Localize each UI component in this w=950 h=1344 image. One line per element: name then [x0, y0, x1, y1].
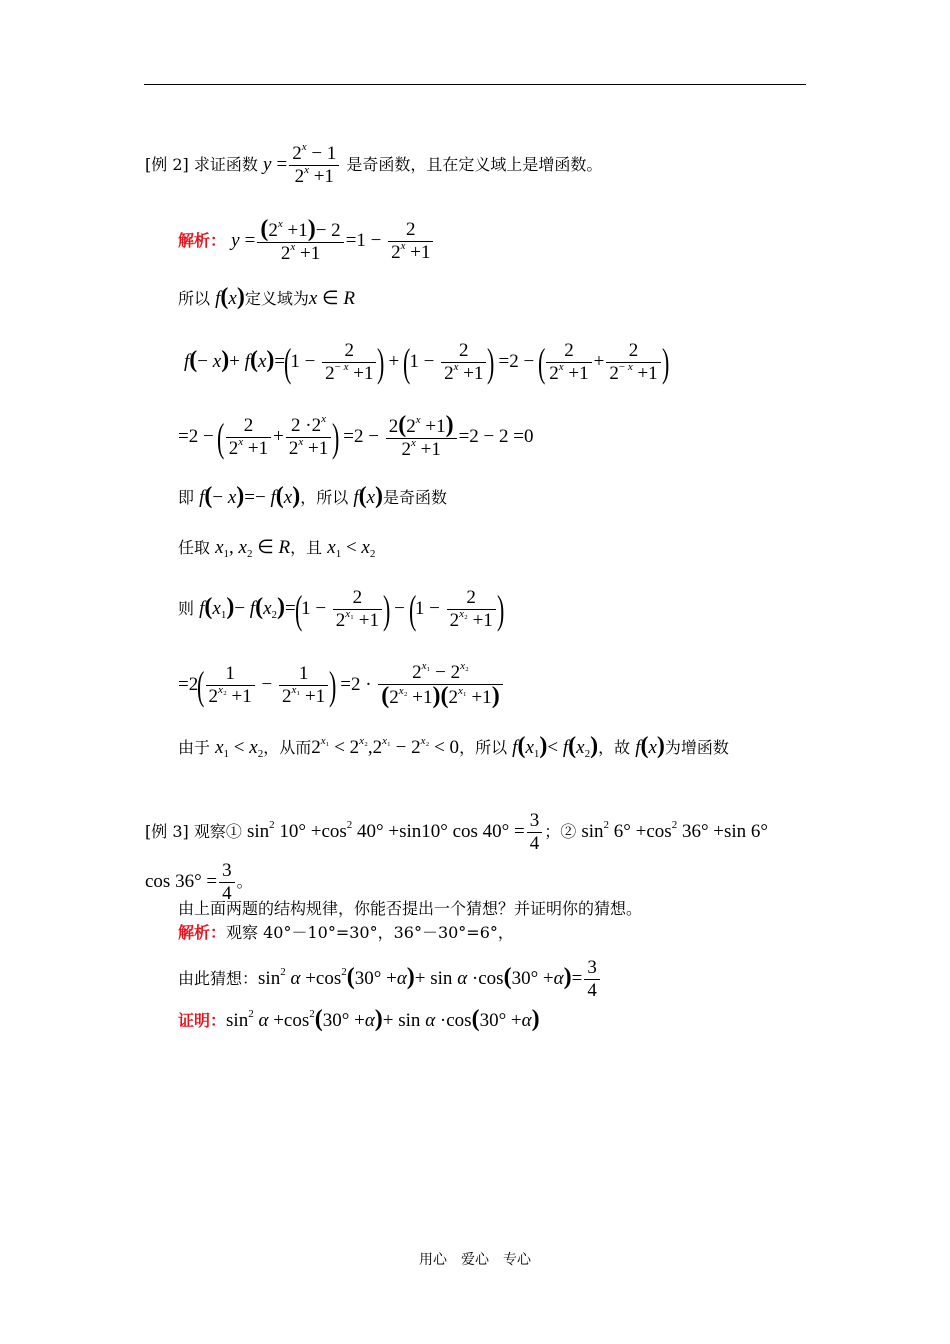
- example-3-question: 由上面两题的结构规律，你能否提出一个猜想？并证明你的猜想。: [178, 899, 643, 918]
- formula: y: [262, 154, 272, 175]
- example-3-solution: 解析：观察 40°－10°=30°，36°－30°=6°，: [178, 923, 514, 942]
- odd-conclusion: 即 f(− x)=− f(x)，所以 f(x)是奇函数: [178, 483, 448, 509]
- formula: $\frac{(2^x +1)- 2}{2^x +1}$: [257, 218, 343, 265]
- conjecture-line: 由此猜想：$\sin^2 \alpha +\cos^2(30^\circ +\alpha)+ \sin \alpha \cdot\cos(30^\circ +\alpha)=$ $\frac{3}{4}$: [178, 957, 602, 1002]
- formula: cos 36° = $\frac{3}{4}$: [145, 871, 237, 892]
- solution-label: 解析：: [178, 923, 227, 942]
- proof-line: [178, 1008, 540, 1032]
- formula: f(− x)=− f(x): [199, 483, 301, 509]
- formula: f(x): [215, 284, 245, 310]
- difference-line-2: =2( $\frac{1}{2^{x_2} +1}$ − $\frac{1}{2^{x_1} +1}$ ) =2 · $\frac{2^{x_1} - 2^{x_2}}{(2^{x_2} +1)(2^{x_1} +1)}$: [178, 662, 505, 709]
- take-line: 任取 $x_1$, $x_2$ ∈ R，且 $x_1 < x_2$: [178, 537, 376, 560]
- example-3-statement-cont: cos 36° = $\frac{3}{4}$ 。: [145, 860, 253, 904]
- formula: x ∈ R: [308, 288, 355, 309]
- odd-proof-line-2: =2 − ( $\frac{2}{2^x +1}$ + $\frac{2 \cdot 2^x}{2^x +1}$ ) =2 − $\frac{2(2^x +1)}{2^x +1}$ =2 − 2 =0: [178, 412, 534, 460]
- solution-line-1: 解析： y = $\frac{(2^x +1)- 2}{2^x +1}$ =1 − $\frac{2}{2^x +1}$: [178, 218, 435, 265]
- increasing-conclusion: 由于 $x_1 < x_2$，从而$2^{x_1} < 2^{x_2},2^{x_1} - 2^{x_2} < 0$，所以 $f(x_1)< f(x_2)$，故 f(x)为增函数: [178, 733, 729, 760]
- odd-proof-line-1: f(− x)+ f(x)=(1 − $\frac{2}{2^{- x} +1}$ ) + (1 − $\frac{2}{2^x +1}$ ) =2 − ( $\frac{2}{2^x +1}$ + $\frac{2}{2^{- x} +1}$ ): [184, 339, 670, 385]
- formula: f(x): [635, 733, 665, 759]
- formula: $\frac{2}{2^x +1}$: [388, 219, 433, 264]
- page-footer: 用心 爱心 专心: [419, 1252, 531, 1268]
- example-2-statement: [例 2] 求证函数 y = $\frac{2^x - 1}{2^x +1}$ 是奇函数，且在定义域上是增函数。: [145, 141, 603, 187]
- formula: $2^{x_1} < 2^{x_2},2^{x_1} - 2^{x_2} < 0$: [311, 735, 460, 758]
- example-2-label: [例 2] 求证函数: [145, 155, 258, 174]
- proof-label: 证明：: [178, 1011, 227, 1030]
- formula: $\frac{2^x - 1}{2^x +1}$: [289, 143, 339, 188]
- formula: $x_1$, $x_2$ ∈ R: [215, 537, 291, 560]
- solution-label: 解析：: [178, 231, 227, 250]
- domain-line: 所以 f(x)定义域为x ∈ R: [178, 284, 355, 310]
- formula: $\sin^2 10^\circ +\cos^2$ 40° +sin10° cos 40° = $\frac{3}{4}$: [247, 821, 544, 842]
- header-rule: [144, 84, 806, 85]
- formula: f(x): [353, 483, 384, 509]
- example-3-label: [例 3] 观察①: [145, 821, 242, 841]
- example-3-statement: [例 3] 观察① $\sin^2 10^\circ +\cos^2$ 40° +sin10° cos 40° = $\frac{3}{4}$ ；② $\sin^2 6^\circ +\cos^2$ 36° +sin 6°: [145, 810, 769, 854]
- difference-line-1: 则 $f(x_1)- f(x_2)=(1$ − $\frac{2}{2^{x_1} +1}$ ) − (1 − $\frac{2}{2^{x_2} +1}$ ): [178, 586, 505, 632]
- formula: $x_1 < x_2$: [215, 737, 264, 760]
- formula: $\sin^2 6^\circ +\cos^2$ 36° +sin 6°: [581, 818, 769, 842]
- formula: $f(x_1)< f(x_2)$: [512, 733, 599, 760]
- formula: $\sin^2 \alpha +\cos^2(30^\circ +\alpha)+ \sin \alpha \cdot\cos(30^\circ +\alpha)$: [226, 1006, 540, 1032]
- formula: $\sin^2 \alpha +\cos^2(30^\circ +\alpha)+ \sin \alpha \cdot\cos(30^\circ +\alpha)=$ $\frac{3}{4}$: [258, 968, 602, 989]
- formula: $x_1 < x_2$: [327, 537, 376, 560]
- formula: $f(x_1)- f(x_2)=(1$ − $\frac{2}{2^{x_1} +1}$ ) − (1 − $\frac{2}{2^{x_2} +1}$ ): [199, 586, 505, 632]
- example-2-suffix: 是奇函数，且在定义域上是增函数。: [346, 155, 603, 174]
